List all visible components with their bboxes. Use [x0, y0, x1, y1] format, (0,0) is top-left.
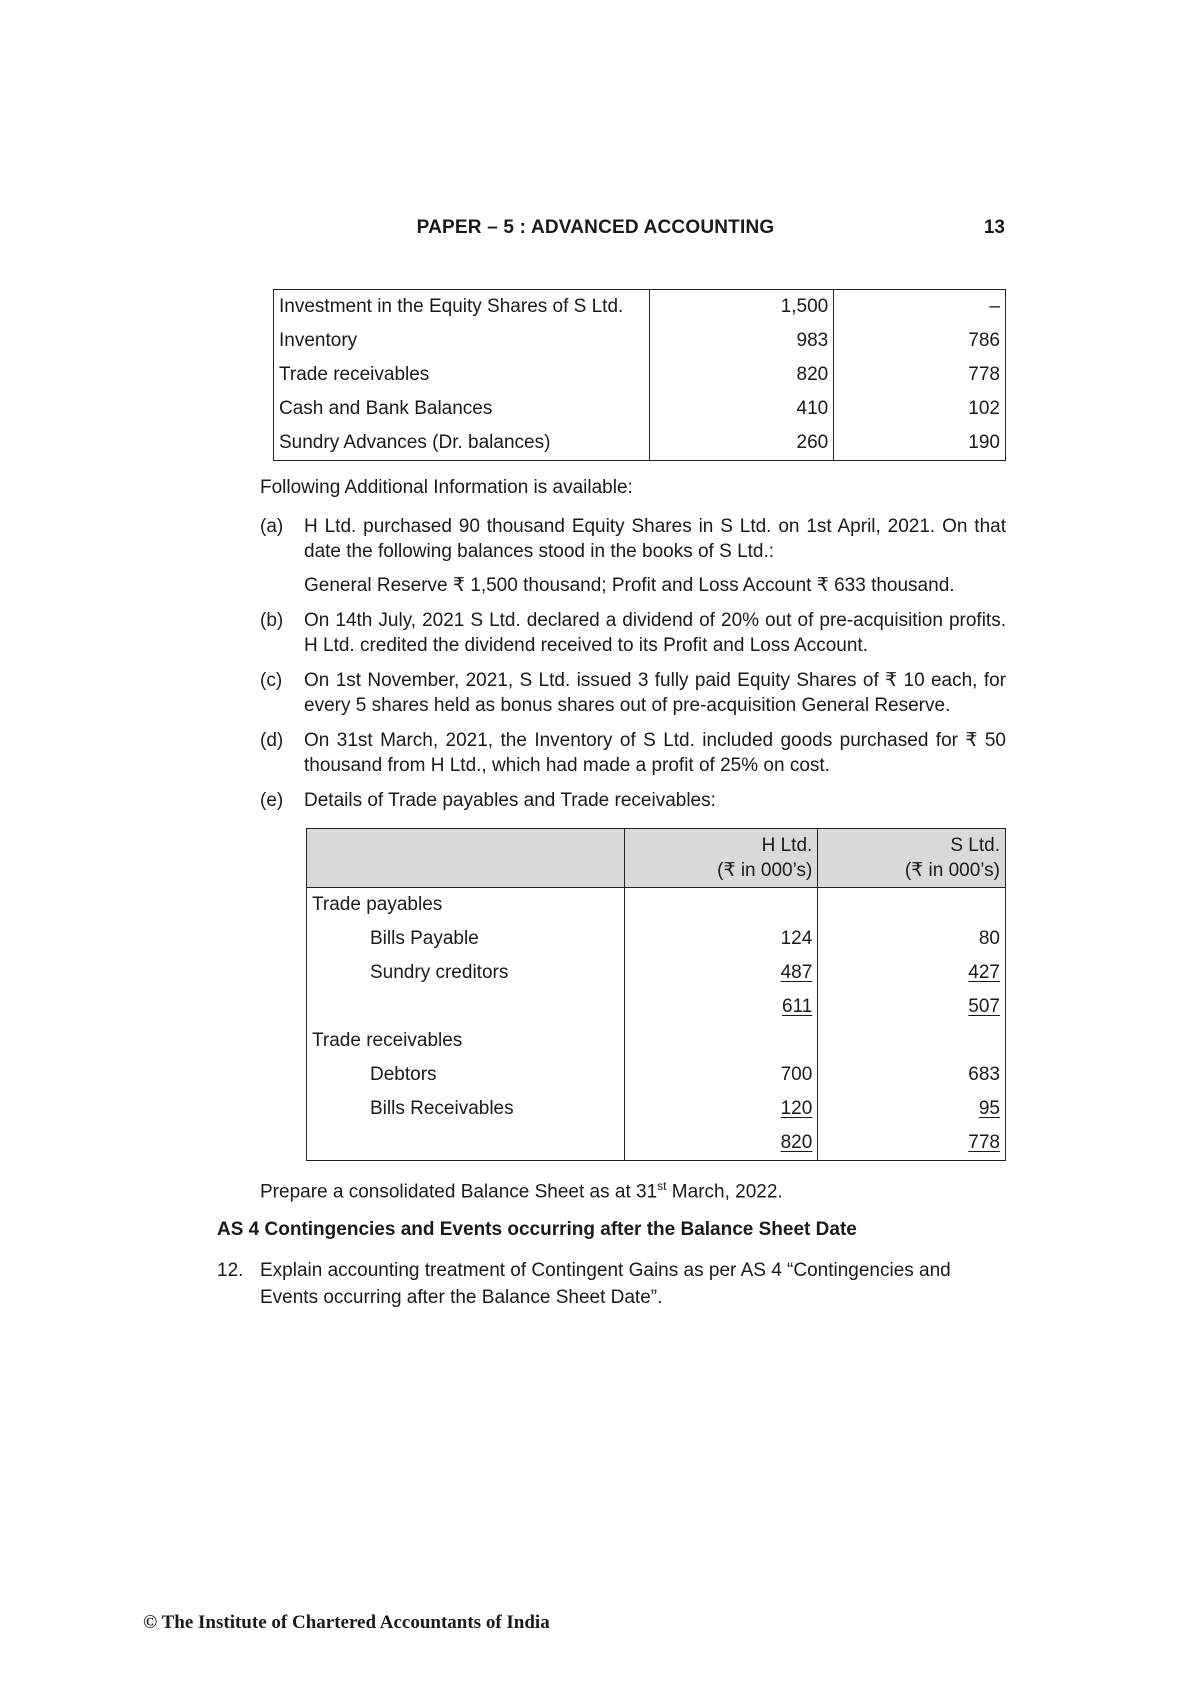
item-label: (a): [260, 516, 284, 537]
s-ltd-value: 778: [834, 358, 1006, 392]
h-ltd-value: 260: [650, 426, 834, 461]
item-subtext: General Reserve ₹ 1,500 thousand; Profit and Loss Account ₹ 633 thousand.: [304, 575, 955, 596]
h-ltd-header: [624, 829, 818, 888]
page-number: 13: [983, 217, 1005, 238]
table-row: [274, 358, 1006, 392]
h-ltd-total: 611: [782, 996, 813, 1017]
prepare-instruction: Prepare a consolidated Balance Sheet as at 31st March, 2022.: [260, 1179, 783, 1203]
item-label: (c): [260, 670, 283, 691]
row-label: Sundry Advances (Dr. balances): [274, 426, 650, 461]
item-label: (d): [260, 730, 284, 751]
page-title: PAPER – 5 : ADVANCED ACCOUNTING: [416, 217, 775, 238]
h-ltd-value: 1,500: [650, 290, 834, 325]
item-text: Details of Trade payables and Trade receivables:: [304, 790, 716, 811]
s-ltd-value: 80: [818, 922, 1006, 956]
list-item-c: [260, 668, 1006, 718]
h-ltd-value: 820: [650, 358, 834, 392]
s-ltd-value: 786: [834, 324, 1006, 358]
h-ltd-value: 487: [780, 962, 813, 983]
s-ltd-header: [818, 829, 1006, 888]
row-label: Cash and Bank Balances: [274, 392, 650, 426]
s-ltd-header-name: S Ltd.: [950, 835, 1000, 856]
table-row: [307, 990, 1006, 1024]
additional-info-list: [260, 514, 1006, 823]
row-label: Bills Receivables: [307, 1092, 625, 1126]
row-label: Trade receivables: [274, 358, 650, 392]
intro-text: Following Additional Information is available:: [260, 477, 633, 498]
footer-copyright: © The Institute of Chartered Accountants of India: [143, 1612, 550, 1633]
h-ltd-value: 120: [780, 1098, 813, 1119]
table-row: [307, 922, 1006, 956]
s-ltd-total: 778: [968, 1132, 1000, 1153]
item-text: On 14th July, 2021 S Ltd. declared a dividend of 20% out of pre-acquisition profits. H Ltd. credited the dividend received to its Profit and Loss Account.: [304, 610, 1006, 656]
table-row: [274, 426, 1006, 461]
h-ltd-value: 124: [624, 922, 818, 956]
h-ltd-header-name: H Ltd.: [761, 835, 813, 856]
h-ltd-value: 983: [650, 324, 834, 358]
row-label: Inventory: [274, 324, 650, 358]
table-row: [307, 1058, 1006, 1092]
item-text: On 31st March, 2021, the Inventory of S Ltd. included goods purchased for ₹ 50 thousand from H Ltd., which had made a profit of 25% on cost.: [304, 730, 1006, 776]
question-12: [217, 1257, 1006, 1311]
item-label: (b): [260, 610, 284, 631]
table-row: [274, 290, 1006, 325]
s-ltd-value: 683: [818, 1058, 1006, 1092]
group-label: Trade payables: [307, 888, 625, 923]
row-label: Investment in the Equity Shares of S Ltd.: [274, 290, 650, 325]
group-label: Trade receivables: [307, 1024, 625, 1058]
table-row: [274, 324, 1006, 358]
s-ltd-value: –: [834, 290, 1006, 325]
table-row: [307, 956, 1006, 990]
header-blank: [307, 829, 625, 888]
table-row: [307, 888, 1006, 923]
list-item-b: [260, 608, 1006, 658]
table-row: [307, 1092, 1006, 1126]
h-ltd-header-unit: (₹ in 000’s): [717, 860, 813, 881]
question-number: 12.: [217, 1260, 244, 1281]
h-ltd-value: 410: [650, 392, 834, 426]
table-row: [307, 1126, 1006, 1161]
h-ltd-value: 700: [624, 1058, 818, 1092]
table-row: [307, 1024, 1006, 1058]
section-heading: AS 4 Contingencies and Events occurring after the Balance Sheet Date: [217, 1219, 857, 1240]
item-text: H Ltd. purchased 90 thousand Equity Shares in S Ltd. on 1st April, 2021. On that date the following balances stood in the books of S Ltd.:: [304, 516, 1006, 562]
table-row: [274, 392, 1006, 426]
s-ltd-value: 95: [978, 1098, 1000, 1119]
row-label: Bills Payable: [307, 922, 625, 956]
list-item-a: [260, 514, 1006, 598]
list-item-d: [260, 728, 1006, 778]
s-ltd-header-unit: (₹ in 000’s): [904, 860, 1000, 881]
balance-sheet-table: [273, 289, 1006, 461]
payables-receivables-table: [306, 828, 1006, 1161]
row-label: Sundry creditors: [307, 956, 625, 990]
s-ltd-value: 102: [834, 392, 1006, 426]
h-ltd-total: 820: [780, 1132, 813, 1153]
question-text: Explain accounting treatment of Contingent Gains as per AS 4 “Contingencies and Events occurring after the Balance Sheet Date”.: [260, 1260, 951, 1308]
s-ltd-value: 427: [968, 962, 1000, 983]
list-item-e: [260, 788, 1006, 813]
table-header-row: [307, 829, 1006, 888]
s-ltd-total: 507: [968, 996, 1000, 1017]
item-label: (e): [260, 790, 284, 811]
row-label: Debtors: [307, 1058, 625, 1092]
s-ltd-value: 190: [834, 426, 1006, 461]
item-text: On 1st November, 2021, S Ltd. issued 3 fully paid Equity Shares of ₹ 10 each, for every 5 shares held as bonus shares out of pre-acquisition General Reserve.: [304, 670, 1006, 716]
